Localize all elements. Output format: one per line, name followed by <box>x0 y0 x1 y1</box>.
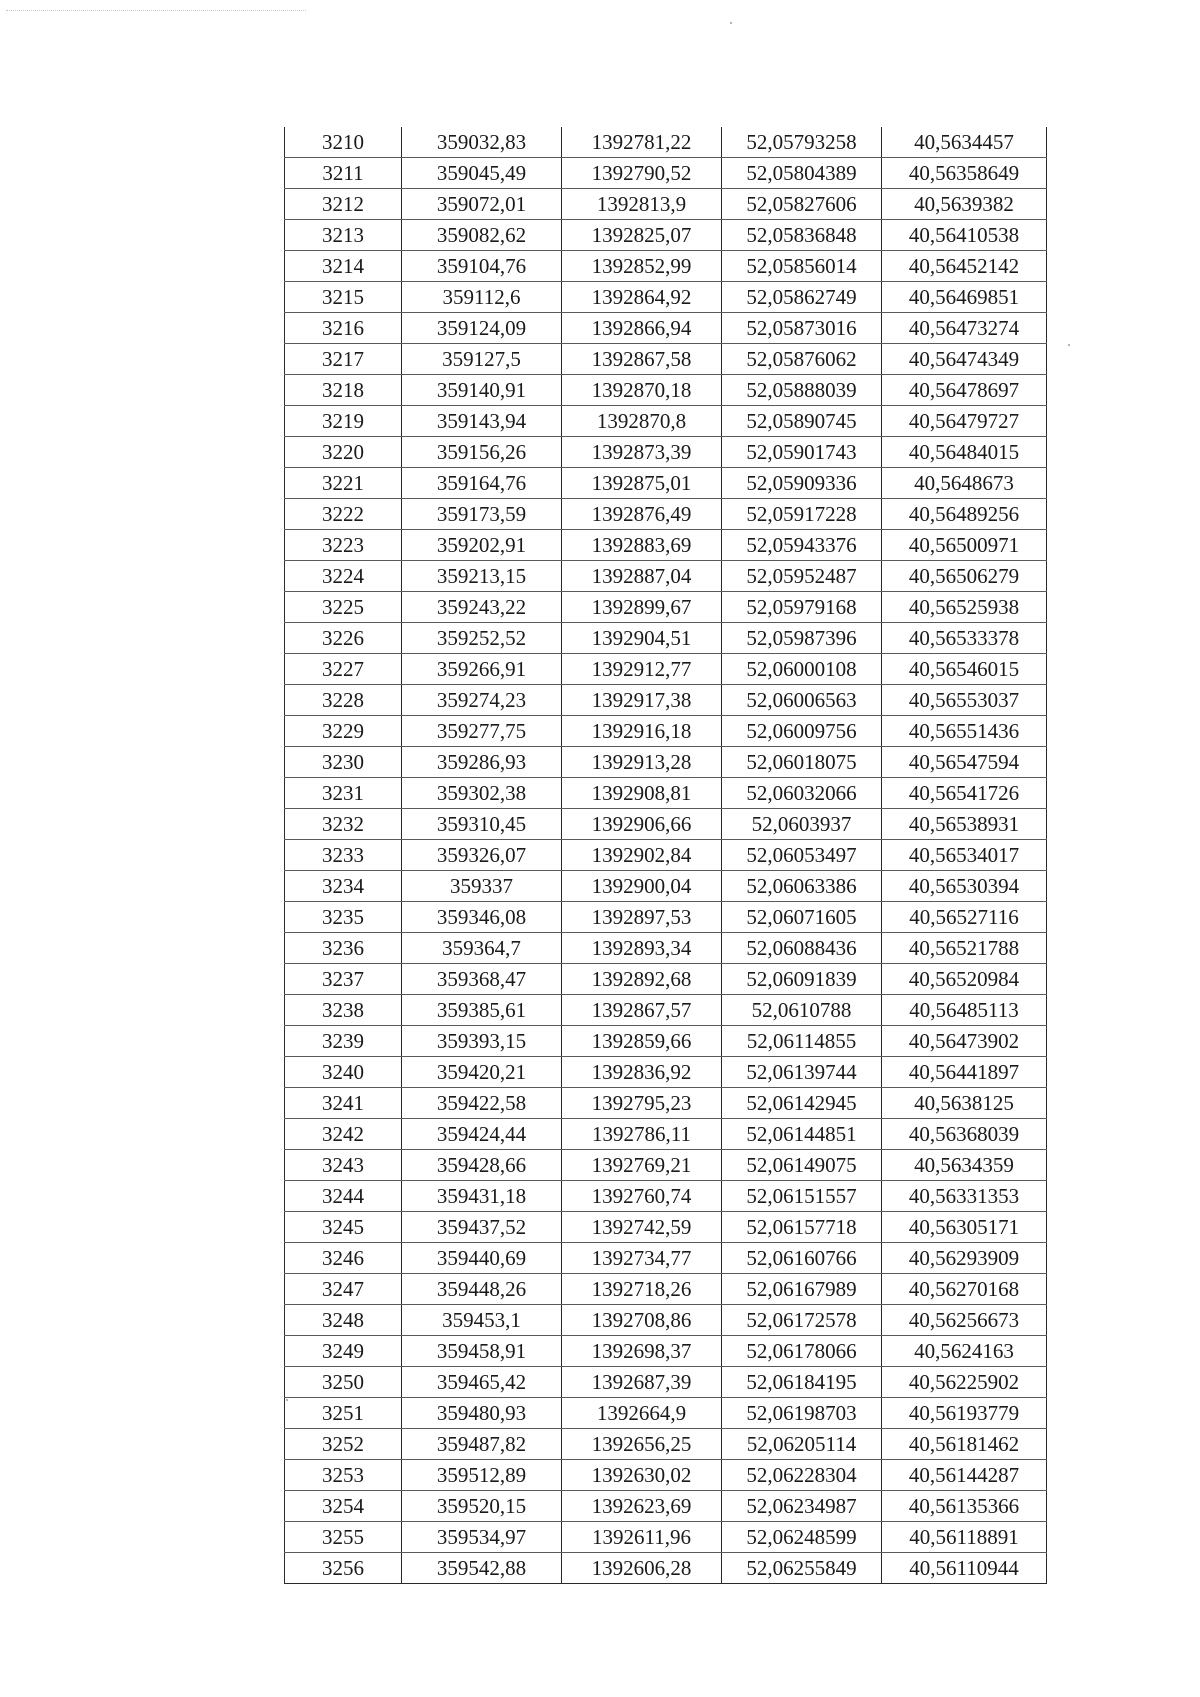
point-number-cell: 3228 <box>285 685 402 716</box>
x-coordinate-cell: 359124,09 <box>402 313 562 344</box>
longitude-cell: 40,56256673 <box>882 1305 1047 1336</box>
latitude-cell: 52,06228304 <box>722 1460 882 1491</box>
x-coordinate-cell: 359487,82 <box>402 1429 562 1460</box>
point-number-cell: 3213 <box>285 220 402 251</box>
latitude-cell: 52,06198703 <box>722 1398 882 1429</box>
latitude-cell: 52,06009756 <box>722 716 882 747</box>
latitude-cell: 52,05873016 <box>722 313 882 344</box>
point-number-cell: 3211 <box>285 158 402 189</box>
y-coordinate-cell: 1392876,49 <box>562 499 722 530</box>
x-coordinate-cell: 359480,93 <box>402 1398 562 1429</box>
latitude-cell: 52,05836848 <box>722 220 882 251</box>
table-row <box>285 1367 1047 1398</box>
point-number-cell: 3233 <box>285 840 402 871</box>
x-coordinate-cell: 359202,91 <box>402 530 562 561</box>
y-coordinate-cell: 1392917,38 <box>562 685 722 716</box>
y-coordinate-cell: 1392611,96 <box>562 1522 722 1553</box>
y-coordinate-cell: 1392825,07 <box>562 220 722 251</box>
longitude-cell: 40,56506279 <box>882 561 1047 592</box>
x-coordinate-cell: 359448,26 <box>402 1274 562 1305</box>
longitude-cell: 40,56479727 <box>882 406 1047 437</box>
table-row <box>285 468 1047 499</box>
table-row <box>285 282 1047 313</box>
longitude-cell: 40,5624163 <box>882 1336 1047 1367</box>
latitude-cell: 52,05987396 <box>722 623 882 654</box>
point-number-cell: 3214 <box>285 251 402 282</box>
x-coordinate-cell: 359385,61 <box>402 995 562 1026</box>
latitude-cell: 52,05876062 <box>722 344 882 375</box>
point-number-cell: 3249 <box>285 1336 402 1367</box>
y-coordinate-cell: 1392664,9 <box>562 1398 722 1429</box>
point-number-cell: 3253 <box>285 1460 402 1491</box>
latitude-cell: 52,06167989 <box>722 1274 882 1305</box>
latitude-cell: 52,0610788 <box>722 995 882 1026</box>
y-coordinate-cell: 1392786,11 <box>562 1119 722 1150</box>
scan-artifact-dot <box>1068 344 1070 346</box>
x-coordinate-cell: 359310,45 <box>402 809 562 840</box>
latitude-cell: 52,06142945 <box>722 1088 882 1119</box>
point-number-cell: 3225 <box>285 592 402 623</box>
table-row <box>285 592 1047 623</box>
point-number-cell: 3241 <box>285 1088 402 1119</box>
longitude-cell: 40,56478697 <box>882 375 1047 406</box>
x-coordinate-cell: 359437,52 <box>402 1212 562 1243</box>
y-coordinate-cell: 1392813,9 <box>562 189 722 220</box>
point-number-cell: 3220 <box>285 437 402 468</box>
table-row <box>285 1181 1047 1212</box>
longitude-cell: 40,56500971 <box>882 530 1047 561</box>
longitude-cell: 40,56551436 <box>882 716 1047 747</box>
x-coordinate-cell: 359156,26 <box>402 437 562 468</box>
table-row <box>285 437 1047 468</box>
longitude-cell: 40,56553037 <box>882 685 1047 716</box>
longitude-cell: 40,56181462 <box>882 1429 1047 1460</box>
y-coordinate-cell: 1392897,53 <box>562 902 722 933</box>
latitude-cell: 52,06157718 <box>722 1212 882 1243</box>
x-coordinate-cell: 359213,15 <box>402 561 562 592</box>
y-coordinate-cell: 1392870,18 <box>562 375 722 406</box>
table-row <box>285 933 1047 964</box>
point-number-cell: 3232 <box>285 809 402 840</box>
longitude-cell: 40,56225902 <box>882 1367 1047 1398</box>
longitude-cell: 40,56538931 <box>882 809 1047 840</box>
y-coordinate-cell: 1392742,59 <box>562 1212 722 1243</box>
y-coordinate-cell: 1392916,18 <box>562 716 722 747</box>
x-coordinate-cell: 359440,69 <box>402 1243 562 1274</box>
latitude-cell: 52,06063386 <box>722 871 882 902</box>
point-number-cell: 3219 <box>285 406 402 437</box>
longitude-cell: 40,56441897 <box>882 1057 1047 1088</box>
point-number-cell: 3238 <box>285 995 402 1026</box>
longitude-cell: 40,56534017 <box>882 840 1047 871</box>
table-row <box>285 1553 1047 1584</box>
x-coordinate-cell: 359368,47 <box>402 964 562 995</box>
table-row <box>285 716 1047 747</box>
table-row <box>285 1088 1047 1119</box>
longitude-cell: 40,56270168 <box>882 1274 1047 1305</box>
y-coordinate-cell: 1392912,77 <box>562 654 722 685</box>
x-coordinate-cell: 359252,52 <box>402 623 562 654</box>
scan-artifact-line <box>6 10 306 11</box>
point-number-cell: 3227 <box>285 654 402 685</box>
x-coordinate-cell: 359337 <box>402 871 562 902</box>
table-row <box>285 1460 1047 1491</box>
longitude-cell: 40,56305171 <box>882 1212 1047 1243</box>
y-coordinate-cell: 1392908,81 <box>562 778 722 809</box>
table-row <box>285 127 1047 158</box>
y-coordinate-cell: 1392887,04 <box>562 561 722 592</box>
x-coordinate-cell: 359364,7 <box>402 933 562 964</box>
y-coordinate-cell: 1392906,66 <box>562 809 722 840</box>
latitude-cell: 52,05952487 <box>722 561 882 592</box>
x-coordinate-cell: 359393,15 <box>402 1026 562 1057</box>
x-coordinate-cell: 359140,91 <box>402 375 562 406</box>
table-row <box>285 1491 1047 1522</box>
latitude-cell: 52,05856014 <box>722 251 882 282</box>
latitude-cell: 52,06071605 <box>722 902 882 933</box>
longitude-cell: 40,56484015 <box>882 437 1047 468</box>
longitude-cell: 40,56547594 <box>882 747 1047 778</box>
longitude-cell: 40,56521788 <box>882 933 1047 964</box>
longitude-cell: 40,56530394 <box>882 871 1047 902</box>
y-coordinate-cell: 1392718,26 <box>562 1274 722 1305</box>
latitude-cell: 52,05888039 <box>722 375 882 406</box>
latitude-cell: 52,06255849 <box>722 1553 882 1584</box>
longitude-cell: 40,56474349 <box>882 344 1047 375</box>
x-coordinate-cell: 359534,97 <box>402 1522 562 1553</box>
y-coordinate-cell: 1392708,86 <box>562 1305 722 1336</box>
latitude-cell: 52,06178066 <box>722 1336 882 1367</box>
table-row <box>285 623 1047 654</box>
point-number-cell: 3234 <box>285 871 402 902</box>
x-coordinate-cell: 359431,18 <box>402 1181 562 1212</box>
longitude-cell: 40,56527116 <box>882 902 1047 933</box>
y-coordinate-cell: 1392790,52 <box>562 158 722 189</box>
x-coordinate-cell: 359286,93 <box>402 747 562 778</box>
point-number-cell: 3224 <box>285 561 402 592</box>
longitude-cell: 40,56485113 <box>882 995 1047 1026</box>
x-coordinate-cell: 359422,58 <box>402 1088 562 1119</box>
longitude-cell: 40,56533378 <box>882 623 1047 654</box>
longitude-cell: 40,56193779 <box>882 1398 1047 1429</box>
table-row <box>285 1429 1047 1460</box>
x-coordinate-cell: 359424,44 <box>402 1119 562 1150</box>
table-row <box>285 406 1047 437</box>
longitude-cell: 40,5634457 <box>882 127 1047 158</box>
latitude-cell: 52,06184195 <box>722 1367 882 1398</box>
longitude-cell: 40,5639382 <box>882 189 1047 220</box>
table-row <box>285 313 1047 344</box>
y-coordinate-cell: 1392734,77 <box>562 1243 722 1274</box>
latitude-cell: 52,05793258 <box>722 127 882 158</box>
y-coordinate-cell: 1392899,67 <box>562 592 722 623</box>
y-coordinate-cell: 1392769,21 <box>562 1150 722 1181</box>
point-number-cell: 3215 <box>285 282 402 313</box>
point-number-cell: 3245 <box>285 1212 402 1243</box>
x-coordinate-cell: 359512,89 <box>402 1460 562 1491</box>
y-coordinate-cell: 1392795,23 <box>562 1088 722 1119</box>
point-number-cell: 3251 <box>285 1398 402 1429</box>
point-number-cell: 3231 <box>285 778 402 809</box>
longitude-cell: 40,56118891 <box>882 1522 1047 1553</box>
point-number-cell: 3235 <box>285 902 402 933</box>
point-number-cell: 3247 <box>285 1274 402 1305</box>
latitude-cell: 52,05804389 <box>722 158 882 189</box>
latitude-cell: 52,06248599 <box>722 1522 882 1553</box>
table-row <box>285 1026 1047 1057</box>
point-number-cell: 3243 <box>285 1150 402 1181</box>
longitude-cell: 40,56469851 <box>882 282 1047 313</box>
longitude-cell: 40,56546015 <box>882 654 1047 685</box>
point-number-cell: 3239 <box>285 1026 402 1057</box>
table-row <box>285 189 1047 220</box>
point-number-cell: 3255 <box>285 1522 402 1553</box>
latitude-cell: 52,06205114 <box>722 1429 882 1460</box>
longitude-cell: 40,56473274 <box>882 313 1047 344</box>
point-number-cell: 3250 <box>285 1367 402 1398</box>
latitude-cell: 52,05909336 <box>722 468 882 499</box>
point-number-cell: 3229 <box>285 716 402 747</box>
table-row <box>285 1212 1047 1243</box>
longitude-cell: 40,56135366 <box>882 1491 1047 1522</box>
table-row <box>285 1057 1047 1088</box>
table-row <box>285 1398 1047 1429</box>
latitude-cell: 52,06053497 <box>722 840 882 871</box>
x-coordinate-cell: 359143,94 <box>402 406 562 437</box>
y-coordinate-cell: 1392606,28 <box>562 1553 722 1584</box>
latitude-cell: 52,05827606 <box>722 189 882 220</box>
table-row <box>285 1243 1047 1274</box>
y-coordinate-cell: 1392893,34 <box>562 933 722 964</box>
latitude-cell: 52,06000108 <box>722 654 882 685</box>
table-row <box>285 530 1047 561</box>
y-coordinate-cell: 1392859,66 <box>562 1026 722 1057</box>
table-row <box>285 778 1047 809</box>
y-coordinate-cell: 1392698,37 <box>562 1336 722 1367</box>
point-number-cell: 3223 <box>285 530 402 561</box>
table-row <box>285 995 1047 1026</box>
point-number-cell: 3218 <box>285 375 402 406</box>
x-coordinate-cell: 359542,88 <box>402 1553 562 1584</box>
x-coordinate-cell: 359173,59 <box>402 499 562 530</box>
latitude-cell: 52,06144851 <box>722 1119 882 1150</box>
longitude-cell: 40,56331353 <box>882 1181 1047 1212</box>
latitude-cell: 52,06234987 <box>722 1491 882 1522</box>
y-coordinate-cell: 1392866,94 <box>562 313 722 344</box>
table-row <box>285 375 1047 406</box>
coordinates-table <box>284 127 1047 1584</box>
point-number-cell: 3216 <box>285 313 402 344</box>
table-row <box>285 1522 1047 1553</box>
latitude-cell: 52,05917228 <box>722 499 882 530</box>
longitude-cell: 40,56520984 <box>882 964 1047 995</box>
x-coordinate-cell: 359127,5 <box>402 344 562 375</box>
longitude-cell: 40,56368039 <box>882 1119 1047 1150</box>
table-row <box>285 871 1047 902</box>
point-number-cell: 3240 <box>285 1057 402 1088</box>
longitude-cell: 40,56473902 <box>882 1026 1047 1057</box>
y-coordinate-cell: 1392870,8 <box>562 406 722 437</box>
x-coordinate-cell: 359346,08 <box>402 902 562 933</box>
point-number-cell: 3221 <box>285 468 402 499</box>
latitude-cell: 52,06139744 <box>722 1057 882 1088</box>
y-coordinate-cell: 1392852,99 <box>562 251 722 282</box>
x-coordinate-cell: 359072,01 <box>402 189 562 220</box>
longitude-cell: 40,56110944 <box>882 1553 1047 1584</box>
point-number-cell: 3226 <box>285 623 402 654</box>
y-coordinate-cell: 1392904,51 <box>562 623 722 654</box>
longitude-cell: 40,5648673 <box>882 468 1047 499</box>
table-row <box>285 1336 1047 1367</box>
y-coordinate-cell: 1392900,04 <box>562 871 722 902</box>
latitude-cell: 52,06018075 <box>722 747 882 778</box>
latitude-cell: 52,06088436 <box>722 933 882 964</box>
latitude-cell: 52,0603937 <box>722 809 882 840</box>
latitude-cell: 52,06114855 <box>722 1026 882 1057</box>
x-coordinate-cell: 359243,22 <box>402 592 562 623</box>
x-coordinate-cell: 359266,91 <box>402 654 562 685</box>
latitude-cell: 52,05901743 <box>722 437 882 468</box>
y-coordinate-cell: 1392892,68 <box>562 964 722 995</box>
x-coordinate-cell: 359164,76 <box>402 468 562 499</box>
table-row <box>285 561 1047 592</box>
table-row <box>285 654 1047 685</box>
y-coordinate-cell: 1392623,69 <box>562 1491 722 1522</box>
latitude-cell: 52,06172578 <box>722 1305 882 1336</box>
latitude-cell: 52,05890745 <box>722 406 882 437</box>
longitude-cell: 40,56293909 <box>882 1243 1047 1274</box>
table-row <box>285 809 1047 840</box>
latitude-cell: 52,06151557 <box>722 1181 882 1212</box>
table-row <box>285 251 1047 282</box>
table-row <box>285 1119 1047 1150</box>
table-row <box>285 747 1047 778</box>
y-coordinate-cell: 1392913,28 <box>562 747 722 778</box>
x-coordinate-cell: 359465,42 <box>402 1367 562 1398</box>
x-coordinate-cell: 359112,6 <box>402 282 562 313</box>
latitude-cell: 52,06149075 <box>722 1150 882 1181</box>
x-coordinate-cell: 359277,75 <box>402 716 562 747</box>
table-row <box>285 344 1047 375</box>
y-coordinate-cell: 1392836,92 <box>562 1057 722 1088</box>
x-coordinate-cell: 359302,38 <box>402 778 562 809</box>
latitude-cell: 52,05862749 <box>722 282 882 313</box>
longitude-cell: 40,56358649 <box>882 158 1047 189</box>
point-number-cell: 3242 <box>285 1119 402 1150</box>
x-coordinate-cell: 359520,15 <box>402 1491 562 1522</box>
latitude-cell: 52,06160766 <box>722 1243 882 1274</box>
table-row <box>285 1150 1047 1181</box>
longitude-cell: 40,56525938 <box>882 592 1047 623</box>
latitude-cell: 52,06032066 <box>722 778 882 809</box>
y-coordinate-cell: 1392873,39 <box>562 437 722 468</box>
point-number-cell: 3210 <box>285 127 402 158</box>
x-coordinate-cell: 359082,62 <box>402 220 562 251</box>
table-row <box>285 158 1047 189</box>
x-coordinate-cell: 359420,21 <box>402 1057 562 1088</box>
coordinates-table-body <box>285 127 1047 1584</box>
y-coordinate-cell: 1392864,92 <box>562 282 722 313</box>
point-number-cell: 3230 <box>285 747 402 778</box>
y-coordinate-cell: 1392902,84 <box>562 840 722 871</box>
y-coordinate-cell: 1392875,01 <box>562 468 722 499</box>
latitude-cell: 52,06006563 <box>722 685 882 716</box>
x-coordinate-cell: 359032,83 <box>402 127 562 158</box>
point-number-cell: 3222 <box>285 499 402 530</box>
point-number-cell: 3256 <box>285 1553 402 1584</box>
x-coordinate-cell: 359428,66 <box>402 1150 562 1181</box>
point-number-cell: 3252 <box>285 1429 402 1460</box>
point-number-cell: 3244 <box>285 1181 402 1212</box>
y-coordinate-cell: 1392630,02 <box>562 1460 722 1491</box>
table-row <box>285 499 1047 530</box>
point-number-cell: 3212 <box>285 189 402 220</box>
longitude-cell: 40,56452142 <box>882 251 1047 282</box>
y-coordinate-cell: 1392867,58 <box>562 344 722 375</box>
table-row <box>285 1305 1047 1336</box>
point-number-cell: 3248 <box>285 1305 402 1336</box>
longitude-cell: 40,5638125 <box>882 1088 1047 1119</box>
longitude-cell: 40,56144287 <box>882 1460 1047 1491</box>
x-coordinate-cell: 359274,23 <box>402 685 562 716</box>
x-coordinate-cell: 359453,1 <box>402 1305 562 1336</box>
table-row <box>285 1274 1047 1305</box>
y-coordinate-cell: 1392687,39 <box>562 1367 722 1398</box>
y-coordinate-cell: 1392656,25 <box>562 1429 722 1460</box>
point-number-cell: 3236 <box>285 933 402 964</box>
point-number-cell: 3217 <box>285 344 402 375</box>
table-row <box>285 840 1047 871</box>
point-number-cell: 3237 <box>285 964 402 995</box>
y-coordinate-cell: 1392760,74 <box>562 1181 722 1212</box>
table-row <box>285 902 1047 933</box>
x-coordinate-cell: 359045,49 <box>402 158 562 189</box>
y-coordinate-cell: 1392883,69 <box>562 530 722 561</box>
latitude-cell: 52,05943376 <box>722 530 882 561</box>
latitude-cell: 52,06091839 <box>722 964 882 995</box>
longitude-cell: 40,56489256 <box>882 499 1047 530</box>
x-coordinate-cell: 359458,91 <box>402 1336 562 1367</box>
point-number-cell: 3254 <box>285 1491 402 1522</box>
longitude-cell: 40,5634359 <box>882 1150 1047 1181</box>
x-coordinate-cell: 359326,07 <box>402 840 562 871</box>
scan-artifact-dot <box>730 22 732 24</box>
longitude-cell: 40,56541726 <box>882 778 1047 809</box>
x-coordinate-cell: 359104,76 <box>402 251 562 282</box>
y-coordinate-cell: 1392781,22 <box>562 127 722 158</box>
table-row <box>285 685 1047 716</box>
longitude-cell: 40,56410538 <box>882 220 1047 251</box>
y-coordinate-cell: 1392867,57 <box>562 995 722 1026</box>
table-row <box>285 964 1047 995</box>
table-row <box>285 220 1047 251</box>
latitude-cell: 52,05979168 <box>722 592 882 623</box>
point-number-cell: 3246 <box>285 1243 402 1274</box>
